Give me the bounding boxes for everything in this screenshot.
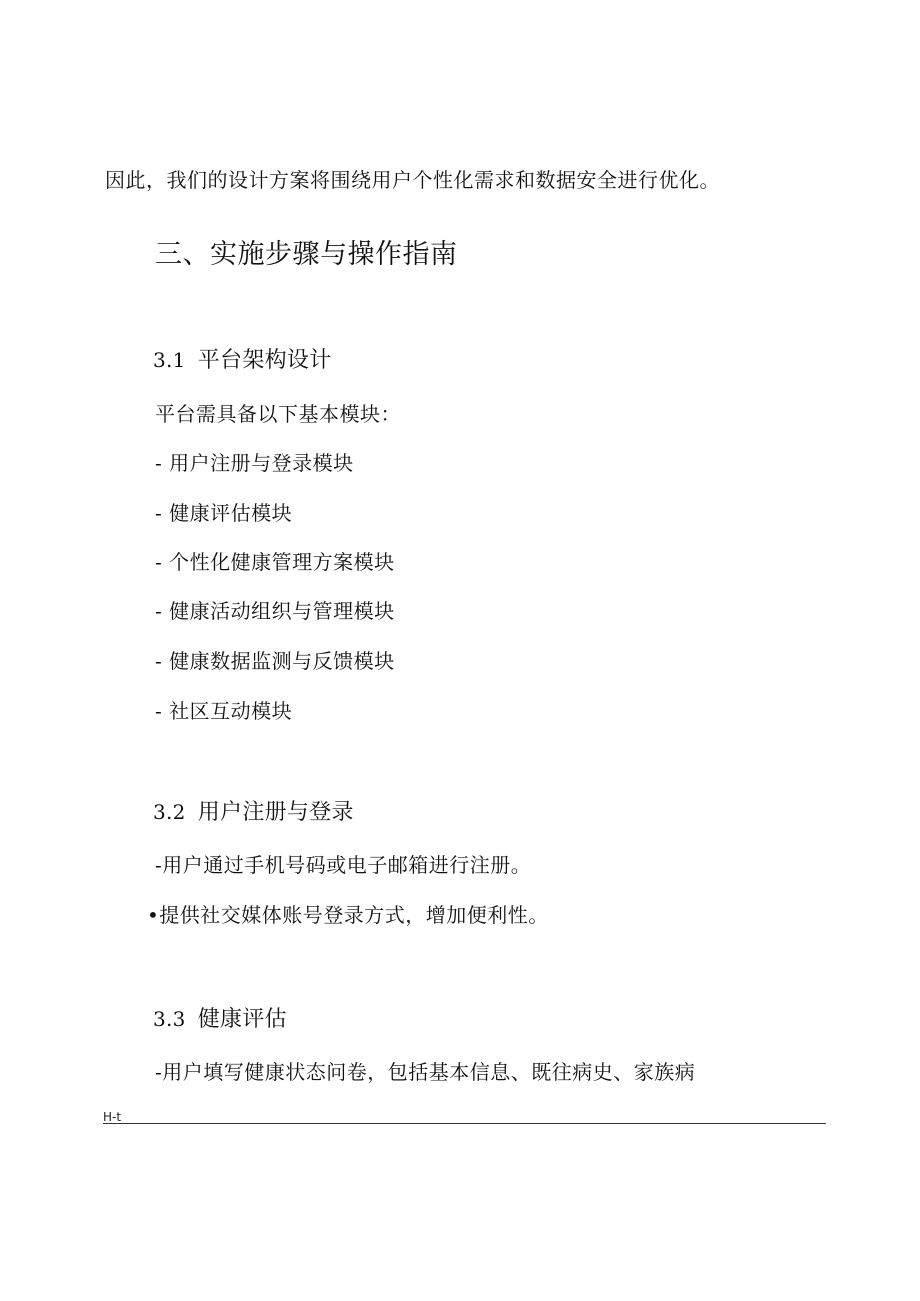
list-item: - 健康数据监测与反馈模块 — [155, 649, 395, 673]
paragraph-line: 平台需具备以下基本模块： — [155, 402, 401, 426]
paragraph-line: •提供社交媒体账号登录方式，增加便利性。 — [147, 903, 549, 927]
paragraph-line: -用户填写健康状态问卷，包括基本信息、既往病史、家族病 — [155, 1060, 696, 1084]
footer-rule — [103, 1123, 826, 1124]
footer-label: H-t — [103, 1110, 122, 1124]
subsection-title: 用户注册与登录 — [197, 800, 354, 825]
subsection-number: 3.3 — [153, 1007, 186, 1031]
list-item: - 个性化健康管理方案模块 — [155, 550, 395, 574]
list-item: - 健康活动组织与管理模块 — [155, 599, 395, 623]
subsection-title: 平台架构设计 — [197, 348, 332, 373]
intro-paragraph: 因此，我们的设计方案将围绕用户个性化需求和数据安全进行优化。 — [105, 168, 720, 192]
list-item: - 健康评估模块 — [155, 501, 293, 525]
section-title: 三、实施步骤与操作指南 — [155, 239, 458, 270]
list-item: - 用户注册与登录模块 — [155, 451, 354, 475]
paragraph-line: -用户通过手机号码或电子邮箱进行注册。 — [155, 853, 532, 877]
subsection-title: 健康评估 — [197, 1007, 287, 1032]
list-item: - 社区互动模块 — [155, 699, 293, 723]
subsection-heading-3-1 — [153, 345, 332, 376]
subsection-number: 3.1 — [153, 348, 186, 372]
subsection-heading-3-2 — [153, 797, 354, 828]
subsection-heading-3-3 — [153, 1004, 287, 1035]
subsection-number: 3.2 — [153, 800, 186, 824]
